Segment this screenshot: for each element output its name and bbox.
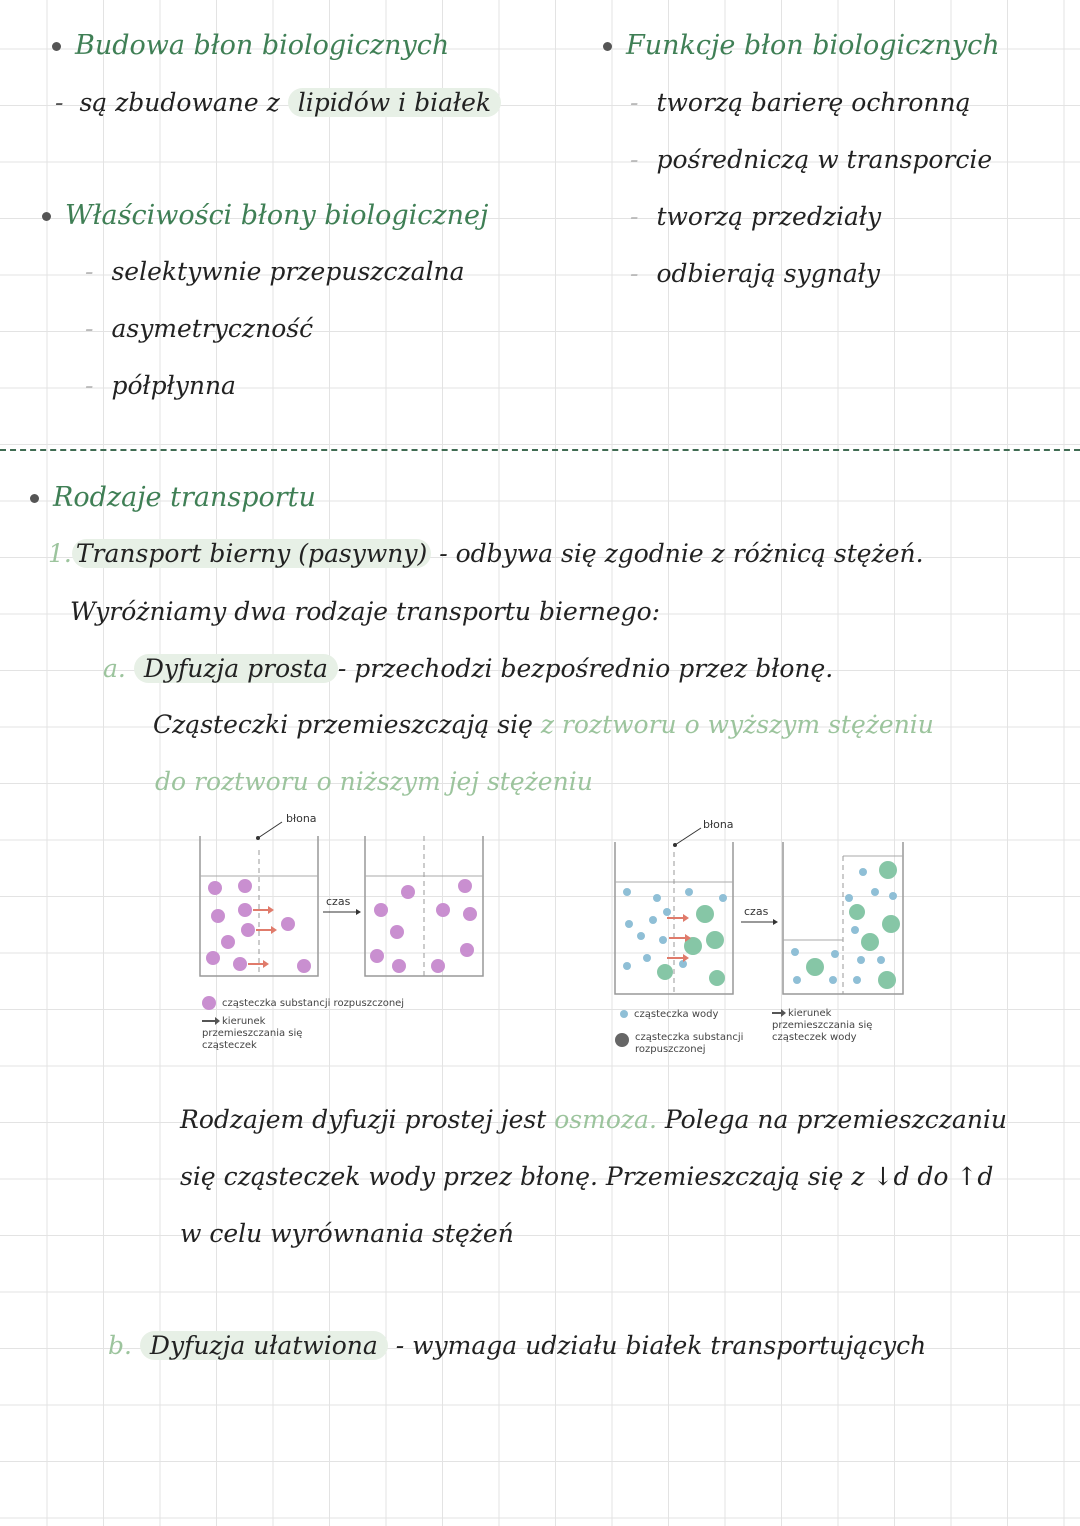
osmosis-diagram	[605, 812, 915, 1002]
structure-highlight: lipidów i białek	[288, 88, 501, 117]
bullet	[42, 212, 51, 221]
time-arrow-head	[773, 919, 778, 925]
time-label: czas	[744, 905, 769, 918]
movement-arrows	[248, 910, 271, 964]
osmosis-line2: się cząsteczek wody przez błonę. Przemieszczają się z ↓d do ↑d	[180, 1162, 994, 1191]
movement-arrow-heads	[263, 906, 277, 968]
legend-arrow-icon	[202, 1020, 218, 1022]
membrane-label: błona	[703, 818, 734, 831]
membrane-pointer-dot	[673, 843, 677, 847]
simple-diffusion-line3: do roztworu o niższym jej stężeniu	[155, 767, 593, 796]
heading-membrane-properties: Właściwości błony biologicznej	[42, 200, 488, 231]
passive-transport-line: 1. Transport bierny (pasywny) - odbywa się zgodnie z różnicą stężeń.	[48, 539, 924, 568]
simple-diffusion-line2: Cząsteczki przemieszczają się z roztworu o wyższym stężeniu	[153, 710, 934, 739]
solute-particles	[657, 861, 900, 989]
function-item: - tworzą przedziały	[630, 202, 882, 231]
legend-arrow-icon	[772, 1012, 784, 1014]
heading-membrane-functions: Funkcje błon biologicznych	[603, 30, 1000, 61]
legend-solute: cząsteczka substancji rozpuszczonej	[202, 996, 502, 1010]
simple-diffusion-name: Dyfuzja prosta	[134, 654, 338, 683]
membrane-pointer	[675, 828, 701, 845]
heading-transport-types: Rodzaje transportu	[30, 482, 316, 513]
property-item: - asymetryczność	[85, 314, 314, 343]
facilitated-diffusion-name: Dyfuzja ułatwiona	[140, 1331, 388, 1360]
osmosis-line3: w celu wyrównania stężeń	[180, 1219, 514, 1248]
legend-direction: kierunek przemieszczania się cząsteczek wody	[772, 1008, 873, 1043]
movement-arrows	[667, 918, 685, 958]
facilitated-diffusion-line: b. Dyfuzja ułatwiona - wymaga udziału białek transportujących	[108, 1331, 927, 1360]
legend-solute-dot	[615, 1033, 629, 1047]
bullet	[30, 494, 39, 503]
legend-solute-dot	[202, 996, 216, 1010]
legend-solute: cząsteczka substancji rozpuszczonej	[615, 1032, 765, 1056]
legend-water: cząsteczka wody	[617, 1009, 767, 1021]
heading-membrane-structure: Budowa błon biologicznych	[52, 30, 449, 61]
passive-transport-name: Transport bierny (pasywny)	[72, 539, 431, 568]
legend-direction: kierunek przemieszczania się cząsteczek	[202, 1016, 303, 1051]
function-item: - tworzą barierę ochronną	[630, 88, 971, 117]
legend-water-dot	[620, 1010, 628, 1018]
function-item: - odbierają sygnały	[630, 259, 880, 288]
diffusion-diagram	[190, 806, 500, 986]
membrane-pointer	[258, 822, 282, 838]
function-item: - pośredniczą w transporcie	[630, 145, 993, 174]
types-intro: Wyróżniamy dwa rodzaje transportu biernego:	[70, 597, 661, 626]
time-arrow-head	[356, 909, 361, 915]
property-item: - selektywnie przepuszczalna	[85, 257, 465, 286]
solute-particles	[206, 879, 477, 973]
simple-diffusion-line: a. Dyfuzja prosta - przechodzi bezpośrednio przez błonę.	[103, 654, 834, 683]
bullet	[52, 42, 61, 51]
osmosis-line1: Rodzajem dyfuzji prostej jest osmoza. Polega na przemieszczaniu	[180, 1105, 1008, 1134]
section-divider	[0, 449, 1080, 451]
bullet	[603, 42, 612, 51]
structure-line: - są zbudowane z lipidów i białek	[55, 88, 501, 117]
membrane-pointer-dot	[256, 836, 260, 840]
property-item: - półpłynna	[85, 371, 236, 400]
time-label: czas	[326, 895, 351, 908]
membrane-label: błona	[286, 812, 317, 825]
